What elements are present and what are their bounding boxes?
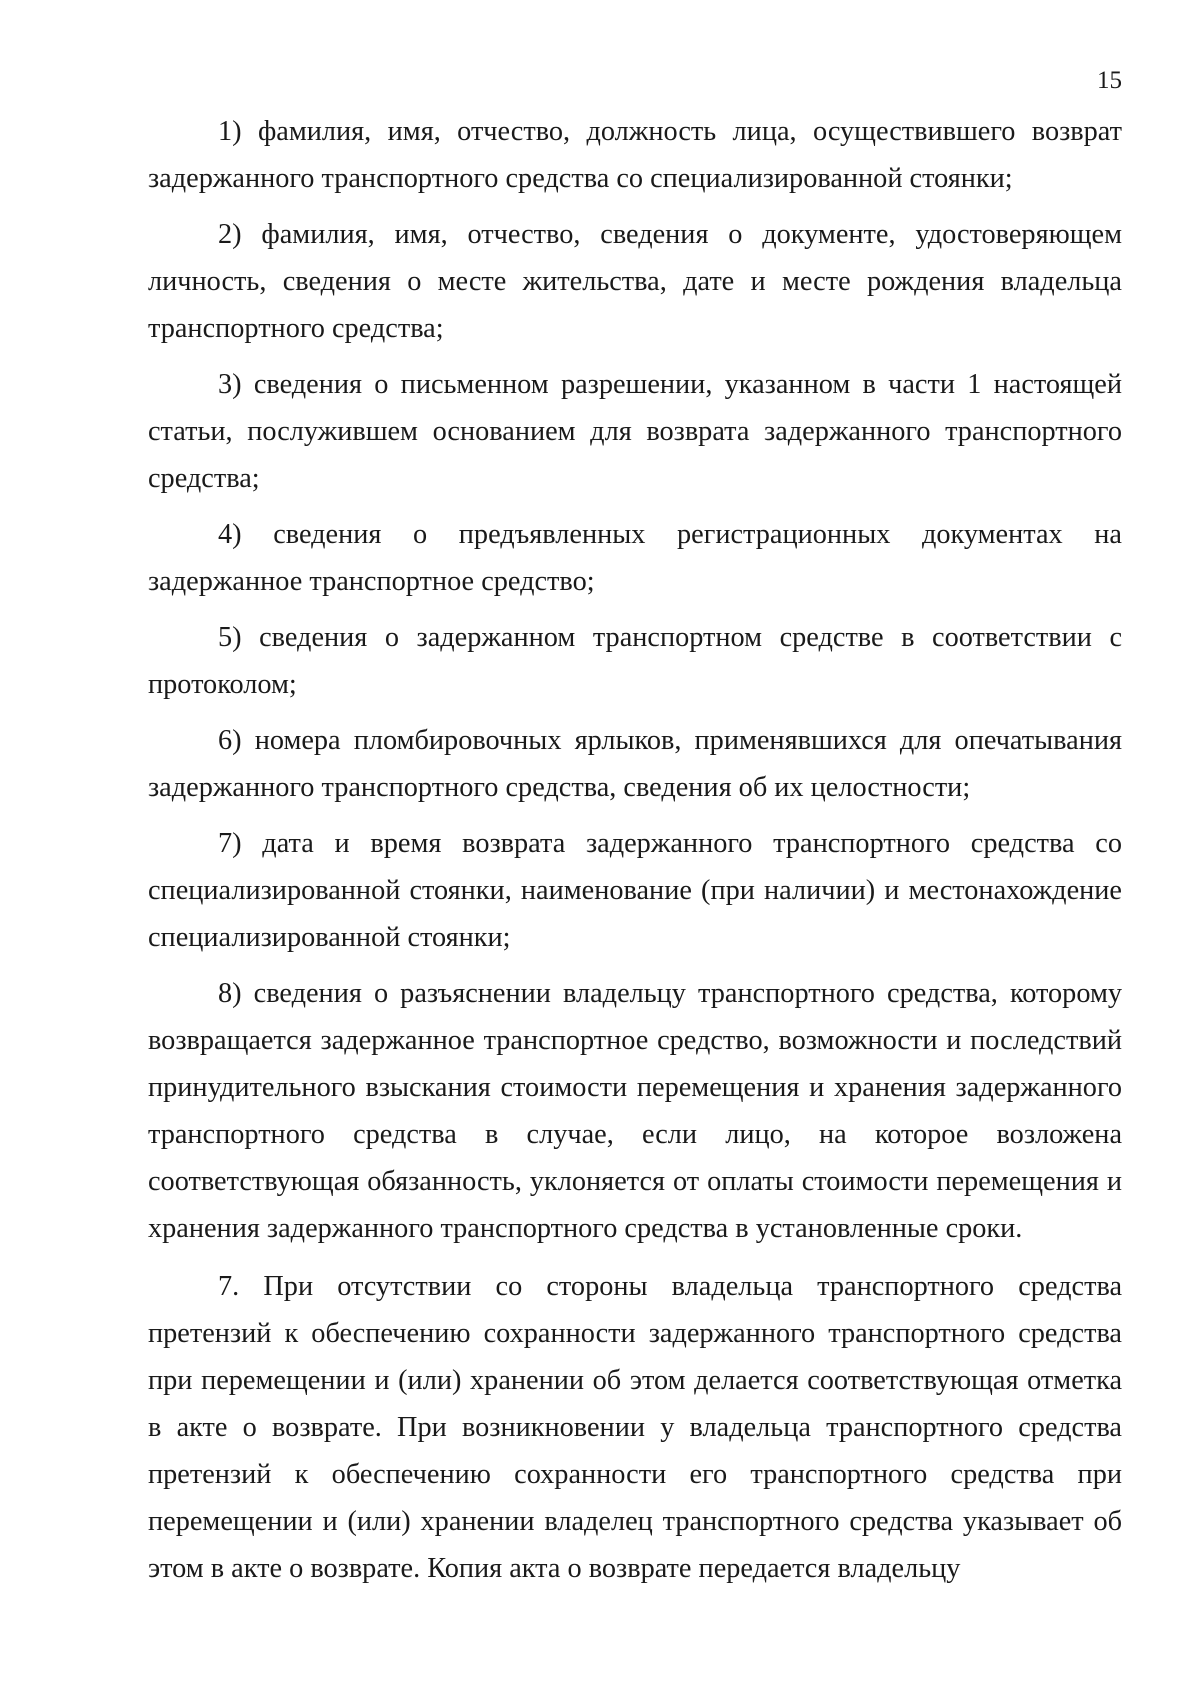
list-item-8: 8) сведения о разъяснении владельцу транспортного средства, которому возвращается задержанное транспортное средство, возможности и последствий принудительного взыскания стоимости перемещения и хранения задержанного транспортного средства в случае, если лицо, на которое возложена соответствующая обязанность, уклоняется от оплаты стоимости перемещения и хранения задержанного транспортного средства в установленные сроки. (148, 978, 1122, 1244)
list-item-1: 1) фамилия, имя, отчество, должность лица, осуществившего возврат задержанного транспортного средства со специализированной стоянки; (148, 116, 1122, 194)
document-body (148, 108, 1122, 1592)
page-number: 15 (1097, 67, 1122, 94)
list-item-2: 2) фамилия, имя, отчество, сведения о документе, удостоверяющем личность, сведения о месте жительства, дате и месте рождения владельца транспортного средства; (148, 219, 1122, 344)
list-item-3: 3) сведения о письменном разрешении, указанном в части 1 настоящей статьи, послужившем основанием для возврата задержанного транспортного средства; (148, 369, 1122, 494)
section-7-paragraph: 7. При отсутствии со стороны владельца транспортного средства претензий к обеспечению сохранности задержанного транспортного средства при перемещении и (или) хранении об этом делается соответствующая отметка в акте о возврате. При возникновении у владельца транспортного средства претензий к обеспечению сохранности его транспортного средства при перемещении и (или) хранении владелец транспортного средства указывает об этом в акте о возврате. Копия акта о возврате передается владельцу (148, 1271, 1122, 1584)
list-item-7: 7) дата и время возврата задержанного транспортного средства со специализированной стоянки, наименование (при наличии) и местонахождение специализированной стоянки; (148, 828, 1122, 953)
list-item-4: 4) сведения о предъявленных регистрационных документах на задержанное транспортное средство; (148, 519, 1122, 597)
list-item-5: 5) сведения о задержанном транспортном средстве в соответствии с протоколом; (148, 622, 1122, 700)
list-item-6: 6) номера пломбировочных ярлыков, применявшихся для опечатывания задержанного транспортного средства, сведения об их целостности; (148, 725, 1122, 803)
